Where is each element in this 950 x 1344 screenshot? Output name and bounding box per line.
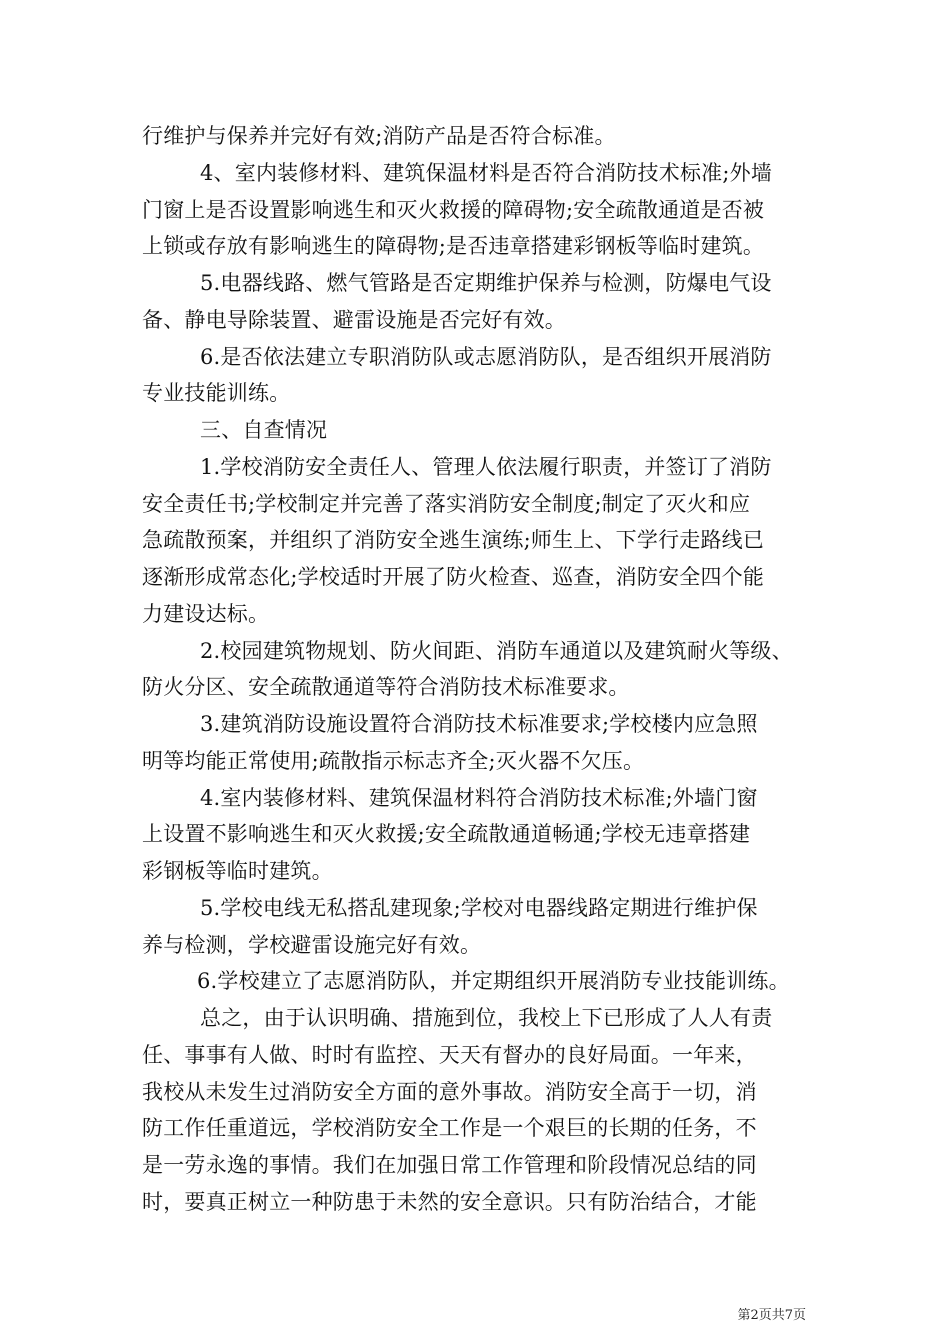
paragraph-line: 备、静电导除装置、避雷设施是否完好有效。: [142, 307, 566, 332]
paragraph-line: 是一劳永逸的事情。我们在加强日常工作管理和阶段情况总结的同: [142, 1153, 757, 1177]
paragraph-line: 安全责任书;学校制定并完善了落实消防安全制度;制定了灭火和应: [142, 491, 751, 516]
paragraph-line: 明等均能正常使用;疏散指示标志齐全;灭火器不欠压。: [142, 748, 645, 773]
paragraph-line: 3.建筑消防设施设置符合消防技术标准要求;学校楼内应急照: [200, 712, 758, 736]
paragraph-line: 养与检测，学校避雷设施完好有效。: [142, 932, 482, 957]
paragraph-line: 6.学校建立了志愿消防队，并定期组织开展消防专业技能训练。: [197, 969, 790, 994]
paragraph-line: 4.室内装修材料、建筑保温材料符合消防技术标准;外墙门窗: [200, 785, 758, 810]
paragraph-line: 我校从未发生过消防安全方面的意外事故。消防安全高于一切，消: [142, 1079, 757, 1104]
paragraph-line: 专业技能训练。: [142, 381, 291, 406]
paragraph-line: 上设置不影响逃生和灭火救援;安全疏散通道畅通;学校无违章搭建: [142, 822, 751, 847]
paragraph-line: 防工作任重道远，学校消防安全工作是一个艰巨的长期的任务，不: [142, 1116, 757, 1141]
paragraph-line: 彩钢板等临时建筑。: [142, 859, 333, 883]
paragraph-line: 4、室内装修材料、建筑保温材料是否符合消防技术标准;外墙: [200, 160, 773, 185]
paragraph-line: 急疏散预案，并组织了消防安全逃生演练;师生上、下学行走路线已: [142, 528, 765, 553]
paragraph-line: 5.学校电线无私搭乱建现象;学校对电器线路定期进行维护保: [200, 895, 758, 920]
paragraph-line: 任、事事有人做、时时有监控、天天有督办的良好局面。一年来，: [142, 1042, 757, 1067]
paragraph-line: 总之，由于认识明确、措施到位，我校上下已形成了人人有责: [200, 1006, 773, 1030]
paragraph-line: 6.是否依法建立专职消防队或志愿消防队，是否组织开展消防: [200, 344, 772, 369]
paragraph-line: 力建设达标。: [142, 601, 270, 626]
page-number: 第2页共7页: [737, 1308, 806, 1323]
document-body: [142, 118, 822, 1221]
paragraph-line: 5.电器线路、燃气管路是否定期维护保养与检测，防爆电气设: [200, 271, 772, 295]
section-heading: 三、自查情况: [200, 418, 328, 442]
paragraph-line: 时，要真正树立一种防患于未然的安全意识。只有防治结合，才能: [142, 1189, 757, 1214]
paragraph-line: 行维护与保养并完好有效;消防产品是否符合标准。: [142, 124, 616, 148]
paragraph-line: 防火分区、安全疏散通道等符合消防技术标准要求。: [142, 675, 630, 700]
paragraph-line: 2.校园建筑物规划、防火间距、消防车通道以及建筑耐火等级、: [200, 638, 793, 663]
paragraph-line: 门窗上是否设置影响逃生和灭火救援的障碍物;安全疏散通道是否被: [142, 197, 765, 222]
paragraph-line: 逐渐形成常态化;学校适时开展了防火检查、巡查，消防安全四个能: [142, 565, 765, 589]
paragraph-line: 上锁或存放有影响逃生的障碍物;是否违章搭建彩钢板等临时建筑。: [142, 234, 765, 259]
paragraph-line: 1.学校消防安全责任人、管理人依法履行职责，并签订了消防: [200, 454, 772, 479]
